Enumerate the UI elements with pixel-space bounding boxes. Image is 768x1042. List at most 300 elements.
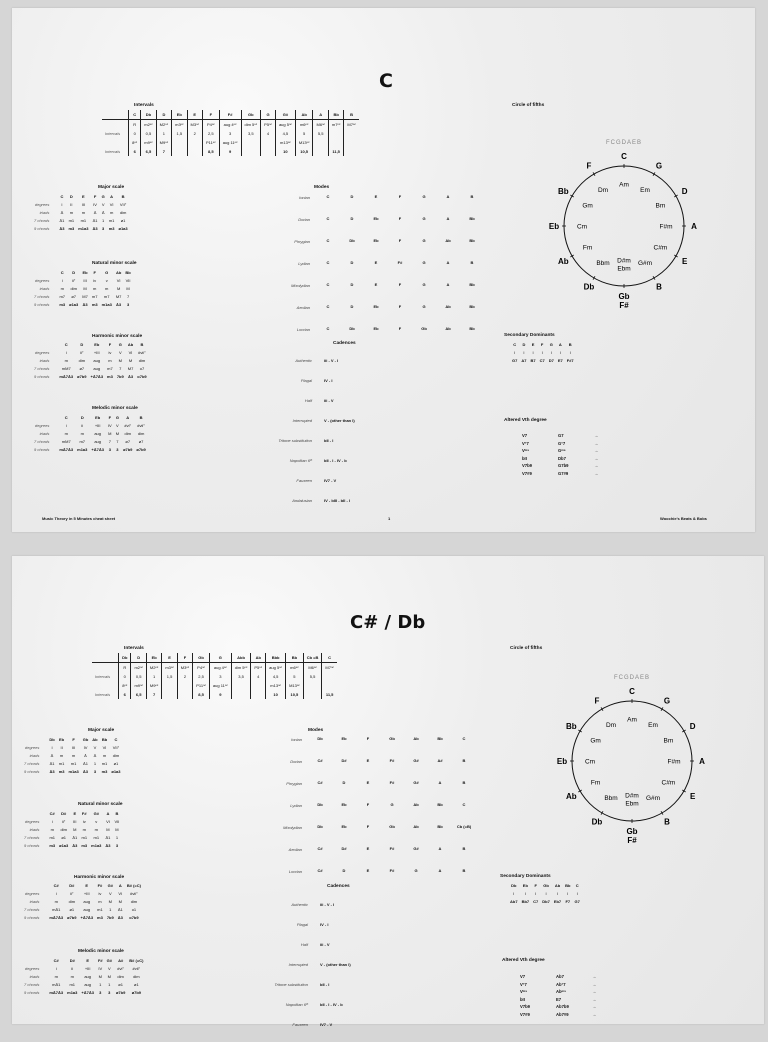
note-header: C#: [53, 882, 59, 888]
altered-row: [522, 471, 722, 479]
minor-key-label: Fm: [582, 244, 593, 252]
mode-note: Bb: [437, 736, 443, 741]
table-cell: m: [82, 826, 86, 832]
table-cell: m7ⁿᶜ: [328, 120, 343, 130]
major-key-label: Ab: [558, 257, 569, 266]
row-label: triads: [29, 826, 40, 832]
note-header: F: [534, 882, 537, 888]
row-label: [22, 735, 47, 743]
table-cell: Ab7: [510, 898, 518, 904]
row-label: Intervals: [105, 131, 121, 136]
table-cell: A7: [521, 357, 527, 363]
note-header: Eb: [59, 736, 65, 742]
table-cell: ø7: [79, 366, 85, 372]
table-cell: m1: [68, 218, 75, 224]
table-cell: I: [556, 890, 559, 896]
note-header: A: [126, 414, 130, 420]
table-cell: m7: [59, 294, 66, 300]
enharmonic-minor-label: D#m: [625, 792, 639, 800]
table-cell: Ā1: [83, 761, 88, 767]
cadences-heading: Cadences: [333, 341, 356, 346]
mode-row: [262, 846, 502, 868]
table-cell: mĀ7Ā3: [49, 915, 64, 921]
table-cell: Ā3: [92, 226, 98, 232]
mode-note: F#: [389, 868, 395, 873]
table-cell: m: [102, 752, 107, 758]
minor-key-label: Em: [640, 187, 650, 195]
major-key-label: Gb: [618, 292, 630, 301]
mode-note: Gb: [421, 326, 427, 331]
table-cell: VI: [128, 349, 133, 355]
row-label: Intervals: [95, 674, 111, 679]
table-cell: m2ⁿᶜ: [141, 120, 156, 130]
table-cell: m9ⁿᶜ: [131, 681, 146, 690]
altered-chord: G7: [558, 433, 564, 438]
row-label: [102, 110, 129, 120]
arrow-icon: →: [592, 981, 597, 987]
note-header: F#: [97, 957, 103, 963]
modes-heading: Modes: [308, 728, 324, 733]
modes-list: [262, 736, 502, 890]
table-cell: [241, 138, 261, 147]
note-header: G: [261, 110, 276, 120]
note-header: C: [60, 193, 64, 199]
table-cell: V: [107, 965, 111, 971]
table-cell: Ā: [93, 752, 97, 758]
table-cell: m: [70, 973, 74, 979]
table-cell: M: [107, 973, 111, 979]
table-cell: aug: [84, 982, 91, 988]
mode-note: Ab: [413, 802, 419, 807]
table-cell: aug 5ⁿᶜ: [266, 663, 286, 673]
cheat-sheet-page-2: [12, 556, 764, 1027]
altered-degree: V7#9: [522, 470, 532, 476]
cadence-name: Fauxeen: [296, 478, 312, 483]
altered-degree: V7b9: [522, 463, 533, 469]
mode-note: Bb: [469, 282, 475, 287]
natural-minor-heading: Natural minor scale: [78, 802, 123, 807]
table-cell: i: [55, 890, 57, 896]
mode-note: F#: [397, 260, 403, 265]
table-cell: III: [83, 277, 87, 283]
table-row: [22, 981, 145, 989]
table-cell: [177, 690, 192, 699]
mode-note: B: [462, 758, 466, 763]
mode-note: C: [326, 326, 330, 331]
table-cell: 3: [102, 226, 105, 232]
note-header: Abb: [231, 653, 251, 663]
mode-note: Eb: [341, 736, 347, 741]
cadence-row: [252, 358, 442, 378]
page-title: C# / Db: [350, 612, 426, 633]
scale-header-row: [102, 110, 359, 120]
note-header: Eb: [94, 341, 100, 347]
table-cell: aug: [94, 430, 101, 436]
table-row: [92, 690, 337, 699]
table-cell: Ā: [60, 209, 64, 215]
note-header: Ab: [554, 882, 561, 888]
table-cell: m7: [91, 294, 98, 300]
table-cell: Ā: [84, 752, 87, 758]
mode-note: A: [438, 780, 442, 785]
scale-header-row: [32, 413, 148, 421]
note-header: C#: [53, 957, 59, 963]
note-header: C: [114, 736, 118, 742]
row-label: 9 chords: [34, 226, 50, 232]
note-header: C: [64, 414, 68, 420]
table-row: [32, 301, 133, 309]
altered-row: [520, 997, 720, 1005]
table-cell: M7: [115, 294, 122, 300]
note-header: B: [568, 341, 572, 347]
table-cell: ii: [81, 422, 84, 428]
table-row: [22, 889, 143, 897]
table-row: [32, 356, 149, 364]
table-cell: ø1: [69, 907, 75, 913]
mode-note: C: [326, 194, 330, 199]
mode-note: C: [326, 282, 330, 287]
table-cell: 11,5: [322, 690, 337, 699]
table-cell: 3: [219, 129, 241, 138]
altered-chord: G°7: [558, 440, 566, 446]
note-header: Eb: [82, 269, 88, 275]
altered-degree: V7#9: [520, 1011, 530, 1017]
table-cell: mĀ7Ā3: [59, 447, 74, 453]
table-cell: iv: [93, 277, 97, 283]
row-label: degrees: [34, 422, 50, 428]
scale-header-row: [22, 881, 143, 889]
mode-note: Gb: [389, 736, 395, 741]
table-cell: m3: [58, 769, 65, 775]
table-cell: Db7: [542, 898, 550, 904]
cadence-name: Interrupted: [288, 962, 308, 967]
mode-row: [262, 780, 502, 802]
table-cell: dim: [112, 752, 120, 758]
row-label: Intervals: [105, 149, 121, 154]
table-cell: #vi°: [124, 422, 132, 428]
table-cell: 2: [177, 672, 192, 681]
note-header: Eb: [522, 882, 528, 888]
table-cell: 3: [108, 990, 111, 996]
row-label: degrees: [24, 965, 40, 971]
table-cell: +Ā7Ā3: [81, 990, 94, 996]
minor-key-label: F#m: [667, 758, 681, 766]
cadence-name: Authentic: [291, 902, 308, 907]
altered-chord: G7#9: [558, 470, 569, 476]
mode-note: G: [422, 304, 426, 309]
table-cell: VII: [125, 277, 131, 283]
circle-caption: FCGDAEB: [613, 675, 651, 681]
table-cell: F#7: [566, 357, 574, 363]
note-header: G#: [106, 957, 112, 963]
table-cell: [241, 147, 261, 156]
table-cell: 0,5: [131, 672, 146, 681]
table-cell: dim: [70, 285, 77, 291]
table-cell: m3: [101, 769, 108, 775]
table-cell: III: [81, 201, 86, 207]
intervals-heading: Intervals: [134, 103, 154, 108]
footer-page-number: 1: [388, 516, 391, 521]
mode-note: Cb (=B): [456, 824, 472, 829]
table-cell: i: [51, 818, 53, 824]
note-header: D: [69, 193, 73, 199]
cadence-progression: iii - V: [324, 398, 334, 403]
mode-note: F: [366, 736, 370, 741]
table-cell: M7: [82, 294, 88, 300]
table-row: [22, 964, 145, 972]
mode-note: F#: [389, 780, 395, 785]
table-cell: m1: [80, 218, 87, 224]
table-cell: m3: [107, 374, 113, 380]
table-cell: 7: [116, 439, 119, 445]
altered-vth-list: [520, 974, 720, 1020]
altered-chord: Ab7b9: [556, 1004, 569, 1010]
table-cell: [322, 672, 337, 681]
circle-caption: FCGDAEB: [605, 140, 643, 146]
table-cell: 1: [115, 835, 119, 841]
table-row: [22, 834, 121, 842]
row-label: degrees: [24, 744, 40, 750]
note-header: F: [93, 193, 97, 199]
table-cell: ø7b9: [136, 447, 146, 453]
note-header: Eb: [172, 110, 187, 120]
table-cell: dim: [117, 973, 124, 979]
note-header: D#: [69, 957, 75, 963]
table-cell: ø1: [120, 218, 126, 224]
table-cell: m: [94, 826, 98, 832]
minor-key-label: F#m: [659, 223, 673, 231]
row-label: [32, 340, 57, 348]
arrow-icon: →: [594, 470, 599, 476]
table-cell: M: [83, 285, 87, 291]
arrow-icon: →: [592, 1011, 597, 1017]
note-header: A: [313, 110, 328, 120]
mode-note: Eb: [373, 326, 379, 331]
mode-note: B: [462, 780, 466, 785]
table-cell: P11ⁿᶜ: [202, 138, 219, 147]
cadence-progression: IV7 - V: [320, 1022, 333, 1027]
table-row: [32, 446, 148, 454]
row-label: Intervals: [95, 692, 111, 697]
mode-row: [270, 282, 500, 304]
table-cell: [344, 129, 359, 138]
table-cell: [328, 129, 343, 138]
note-header: C: [64, 341, 68, 347]
table-cell: M3ⁿᶜ: [187, 120, 202, 130]
table-cell: i: [55, 965, 57, 971]
mode-note: D: [342, 868, 346, 873]
major-key-label: Bb: [566, 722, 577, 731]
table-cell: VII°: [112, 744, 120, 750]
footer-left: Music Theory in 5 Minutes cheat sheet: [42, 516, 116, 521]
table-cell: ø7b9: [77, 374, 87, 380]
arrow-icon: →: [594, 463, 599, 469]
scale-header-row: [22, 735, 123, 743]
mode-row: [270, 194, 500, 216]
table-cell: M9ⁿᶜ: [146, 681, 161, 690]
note-header: A: [118, 882, 122, 888]
table-cell: m: [80, 430, 84, 436]
major-key-label: D: [681, 187, 688, 196]
mode-name: Phrygian: [294, 239, 310, 244]
mode-note: Db: [317, 736, 323, 741]
table-cell: Ā1: [92, 218, 98, 224]
major-key-label: B: [664, 817, 670, 827]
mode-name: Mixolydian: [291, 283, 310, 288]
note-header: F: [177, 653, 192, 663]
major-scale-heading: Major scale: [88, 728, 115, 733]
row-label: [22, 809, 47, 817]
note-header: B: [140, 341, 144, 347]
altered-degree: V7: [522, 433, 528, 438]
table-cell: 3: [115, 843, 119, 849]
table-cell: 5,5: [313, 129, 328, 138]
table-cell: 3: [99, 990, 102, 996]
table-cell: Ā3: [117, 915, 123, 921]
note-header: Db: [49, 736, 55, 742]
table-cell: 10: [275, 147, 295, 156]
table-cell: ii: [71, 965, 74, 971]
table-cell: 11,5: [328, 147, 343, 156]
row-label: degrees: [34, 201, 50, 207]
table-cell: [231, 690, 251, 699]
mode-note: Bb: [469, 326, 475, 331]
table-row: [506, 356, 576, 364]
table-cell: ii°: [80, 349, 84, 355]
arrow-icon: →: [592, 996, 597, 1002]
table-cell: B7: [530, 357, 536, 363]
table-cell: I: [524, 890, 526, 896]
table-cell: m1a3: [77, 447, 88, 453]
table-cell: mĀ7Ā3: [59, 374, 74, 380]
cadence-name: Tritone substitution: [274, 982, 308, 987]
table-cell: mM7: [61, 439, 71, 445]
note-header: Ab: [127, 341, 134, 347]
cadence-row: [248, 902, 438, 922]
table-cell: 5: [286, 672, 304, 681]
mode-note: Eb: [373, 304, 379, 309]
table-cell: [187, 138, 202, 147]
table-cell: 7: [126, 294, 130, 300]
table-cell: aug: [93, 366, 101, 372]
table-row: [22, 751, 123, 759]
table-cell: M7: [127, 366, 134, 372]
table-cell: +Ā7Ā3: [91, 447, 104, 453]
secondary-dominants-table: [506, 340, 576, 365]
minor-key-label: Fm: [590, 779, 601, 787]
altered-row: [522, 463, 722, 471]
table-cell: VII: [114, 818, 120, 824]
cadence-row: [252, 478, 442, 498]
table-cell: [251, 690, 266, 699]
note-header: G#: [275, 110, 295, 120]
table-cell: ø7b9: [115, 990, 126, 996]
table-row: [32, 200, 130, 208]
table-cell: m: [81, 209, 86, 215]
table-row: [22, 825, 121, 833]
row-label: 7 chords: [34, 366, 50, 372]
table-cell: 3: [126, 302, 130, 308]
table-row: [32, 365, 149, 373]
table-row: [32, 208, 130, 216]
table-cell: V: [118, 349, 122, 355]
table-cell: ø7b9: [131, 990, 142, 996]
note-header: Eb: [146, 653, 161, 663]
cadence-row: [248, 1002, 438, 1022]
table-cell: ø1: [61, 835, 67, 841]
cadence-progression: iii - V: [320, 942, 330, 947]
table-cell: ii°: [61, 818, 66, 824]
table-cell: m1a3: [101, 302, 112, 308]
table-cell: Ā1: [59, 218, 65, 224]
note-header: A#: [118, 957, 124, 963]
row-label: degrees: [34, 349, 50, 355]
cadence-name: Tritone substitution: [278, 438, 312, 443]
table-cell: P4ⁿᶜ: [193, 663, 210, 673]
row-label: 9 chords: [24, 990, 40, 996]
mode-name: Mixolydian: [283, 825, 302, 830]
mode-note: Eb: [341, 802, 347, 807]
table-cell: I: [567, 890, 569, 896]
cadence-progression: IV - I: [324, 378, 333, 383]
minor-key-label: Bbm: [604, 794, 618, 802]
minor-key-label: Ebm: [625, 800, 639, 808]
table-cell: III: [73, 818, 77, 824]
table-cell: i: [61, 277, 63, 283]
table-cell: M6ⁿᶜ: [303, 663, 322, 673]
melodic-minor-table: [22, 956, 145, 997]
cadence-progression: IV - I: [320, 922, 329, 927]
table-cell: I: [523, 349, 525, 355]
table-cell: 2: [187, 129, 202, 138]
table-cell: o7b9: [129, 915, 139, 921]
table-cell: III: [71, 744, 76, 750]
cadence-name: Authentic: [295, 358, 312, 363]
table-cell: aug: [83, 898, 91, 904]
table-row: [32, 293, 133, 301]
table-cell: m6ⁿᶜ: [295, 120, 313, 130]
note-header: B: [115, 810, 119, 816]
note-header: E: [82, 193, 85, 199]
table-cell: iv: [82, 818, 86, 824]
table-cell: 3: [209, 672, 231, 681]
table-cell: m: [98, 898, 102, 904]
table-row: [22, 743, 123, 751]
row-label: 7 chords: [34, 294, 50, 300]
note-header: G: [115, 414, 119, 420]
row-label: 9 chords: [34, 302, 50, 308]
major-key-label: Bb: [558, 187, 569, 196]
altered-chord: G7b9: [558, 463, 569, 469]
note-header: E: [187, 110, 202, 120]
row-label: [32, 413, 57, 421]
note-header: Ab: [251, 653, 266, 663]
table-cell: 7b9: [106, 915, 114, 921]
mode-note: B: [462, 868, 466, 873]
note-header: G: [118, 341, 122, 347]
mode-name: Dorian: [290, 759, 302, 764]
table-cell: #vii°: [138, 349, 146, 355]
cadence-row: [248, 1022, 438, 1042]
mode-note: Eb: [373, 216, 379, 221]
altered-degree: bII: [522, 455, 527, 461]
table-cell: m1: [70, 761, 77, 767]
table-row: [22, 817, 121, 825]
table-cell: +III: [94, 422, 101, 428]
table-cell: Ā3: [116, 302, 122, 308]
row-label: 7 chords: [24, 835, 40, 841]
modes-heading: Modes: [314, 185, 330, 190]
